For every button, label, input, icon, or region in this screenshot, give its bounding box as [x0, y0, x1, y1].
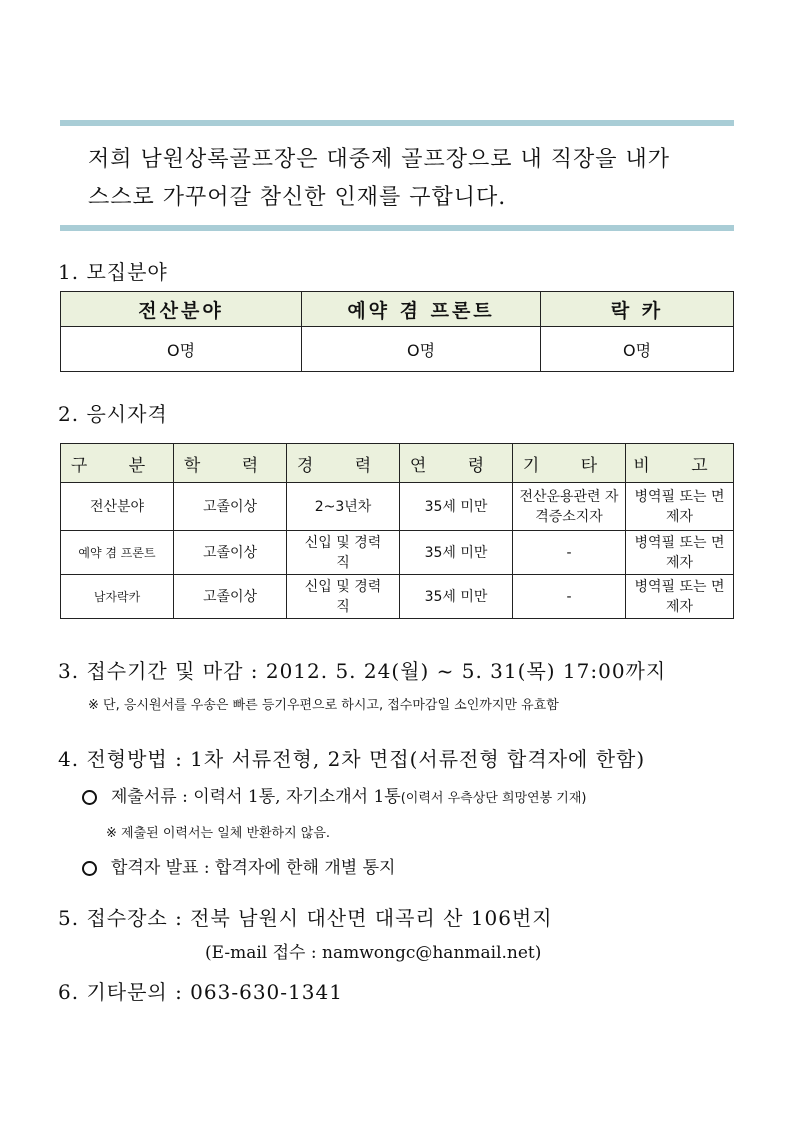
table-cell: 고졸이상: [174, 531, 287, 575]
docs-line: [82, 782, 587, 807]
table-cell: 35세 미만: [400, 575, 513, 619]
table-cell: 신입 및 경력직: [287, 531, 400, 575]
table-row: [61, 575, 734, 619]
table-cell: 병역필 또는 면제자: [626, 531, 734, 575]
table-cell: O명: [302, 327, 541, 372]
intro-top-bar: [60, 120, 734, 126]
table-cell: 고졸이상: [174, 575, 287, 619]
section2-title: 2. 응시자격: [58, 402, 168, 426]
table-cell: 전산운용관련 자격증소지자: [513, 483, 626, 531]
table-header-row: [61, 444, 734, 483]
announce-line: [82, 853, 395, 878]
recruit-field-table: [60, 291, 734, 372]
table-header-cell: 비 고: [626, 444, 734, 483]
table-cell: 2~3년차: [287, 483, 400, 531]
table-cell: 고졸이상: [174, 483, 287, 531]
docs-note: ※ 제출된 이력서는 일체 반환하지 않음.: [106, 826, 331, 841]
table-cell: 남자락카: [61, 575, 174, 619]
intro-line-2: 스스로 가꾸어갈 참신한 인재를 구합니다.: [88, 185, 507, 210]
table-header-cell: 경 력: [287, 444, 400, 483]
qualification-table: [60, 443, 734, 619]
table-cell: 35세 미만: [400, 531, 513, 575]
table-cell: -: [513, 575, 626, 619]
table-cell: O명: [61, 327, 302, 372]
intro-bottom-bar: [60, 225, 734, 231]
table-cell: 전산분야: [61, 483, 174, 531]
table-row: [61, 327, 734, 372]
section4-title: 4. 전형방법 : 1차 서류전형, 2차 면접(서류전형 합격자에 한함): [58, 747, 646, 771]
table-header-cell: 락 카: [541, 292, 734, 327]
announce-text: 합격자 발표 : 합격자에 한해 개별 통지: [111, 858, 396, 878]
table-header-cell: 기 타: [513, 444, 626, 483]
docs-main: 제출서류 : 이력서 1통, 자기소개서 1통: [111, 787, 401, 807]
section1-title: 1. 모집분야: [58, 260, 168, 284]
table-header-cell: 학 력: [174, 444, 287, 483]
circle-bullet-icon: [82, 861, 97, 876]
table-header-cell: 구 분: [61, 444, 174, 483]
email-line: (E-mail 접수 : namwongc@hanmail.net): [205, 943, 542, 963]
table-cell: 병역필 또는 면제자: [626, 575, 734, 619]
table-cell: 신입 및 경력직: [287, 575, 400, 619]
circle-bullet-icon: [82, 790, 97, 805]
section3-note: ※ 단, 응시원서를 우송은 빠른 등기우편으로 하시고, 접수마감일 소인까지만 유효함: [88, 698, 559, 713]
table-header-cell: 예약 겸 프론트: [302, 292, 541, 327]
table-cell: 35세 미만: [400, 483, 513, 531]
section3-title: 3. 접수기간 및 마감 : 2012. 5. 24(월) ~ 5. 31(목) 17:00까지: [58, 659, 667, 683]
section6-title: 6. 기타문의 : 063-630-1341: [58, 980, 343, 1004]
table-cell: -: [513, 531, 626, 575]
section5-title: 5. 접수장소 : 전북 남원시 대산면 대곡리 산 106번지: [58, 906, 553, 930]
intro-line-1: 저희 남원상록골프장은 대중제 골프장으로 내 직장을 내가: [88, 147, 671, 172]
table-cell: O명: [541, 327, 734, 372]
docs-sub: (이력서 우측상단 희망연봉 기재): [400, 791, 587, 806]
table-row: [61, 531, 734, 575]
table-header-cell: 연 령: [400, 444, 513, 483]
table-header-row: [61, 292, 734, 327]
table-header-cell: 전산분야: [61, 292, 302, 327]
table-cell: 예약 겸 프론트: [61, 531, 174, 575]
table-row: [61, 483, 734, 531]
table-cell: 병역필 또는 면제자: [626, 483, 734, 531]
